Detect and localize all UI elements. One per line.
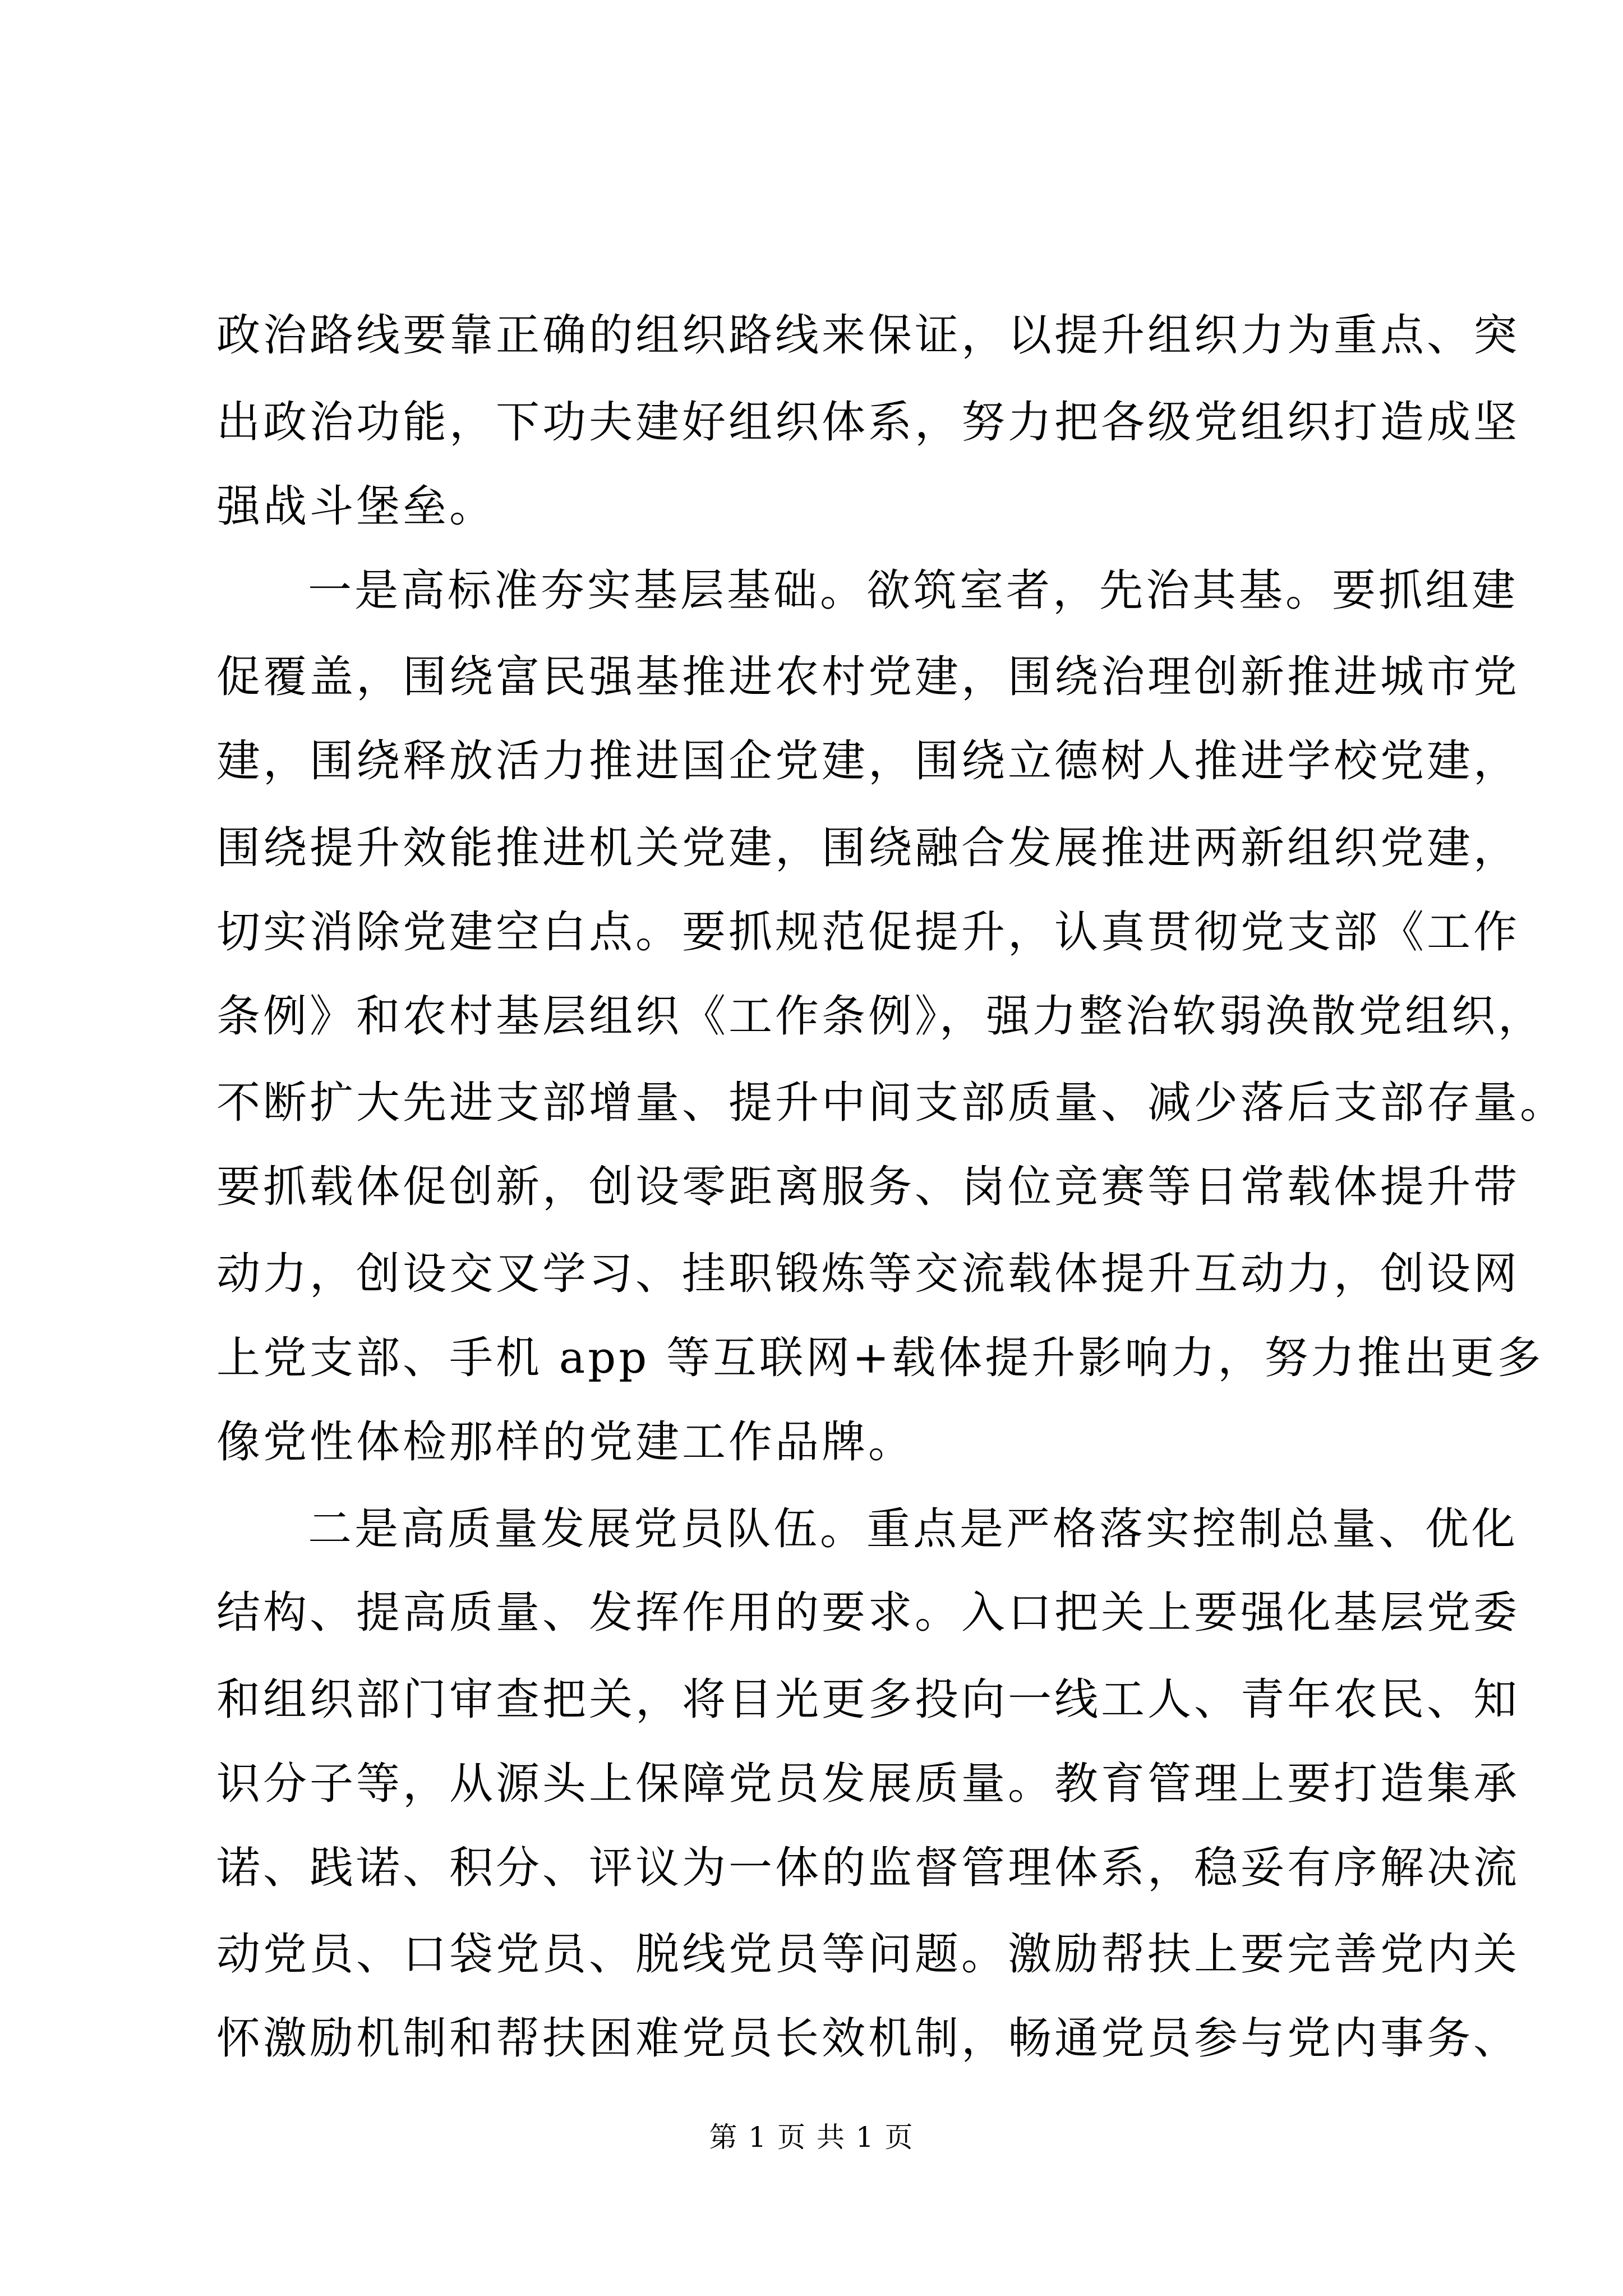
text-line: 不断扩大先进支部增量、提升中间支部质量、减少落后支部存量。 <box>216 1078 1567 1128</box>
text-line: 政治路线要靠正确的组织路线来保证，以提升组织力为重点、突 <box>216 310 1520 361</box>
text-line: 像党性体检那样的党建工作品牌。 <box>216 1417 915 1467</box>
text-line: 围绕提升效能推进机关党建，围绕融合发展推进两新组织党建， <box>216 823 1520 873</box>
text-line: 强战斗堡垒。 <box>216 481 496 532</box>
text-line: 结构、提高质量、发挥作用的要求。入口把关上要强化基层党委 <box>216 1588 1520 1638</box>
text-line: 一是高标准夯实基层基础。欲筑室者，先治其基。要抓组建 <box>308 565 1519 616</box>
page-number: 第 1 页 共 1 页 <box>709 2121 914 2154</box>
text-line: 动力，创设交叉学习、挂职锻炼等交流载体提升互动力，创设网 <box>216 1249 1520 1299</box>
text-line: 识分子等，从源头上保障党员发展质量。教育管理上要打造集承 <box>216 1759 1520 1809</box>
text-line: 怀激励机制和帮扶困难党员长效机制，畅通党员参与党内事务、 <box>216 2013 1520 2064</box>
text-line: 动党员、口袋党员、脱线党员等问题。激励帮扶上要完善党内关 <box>216 1929 1520 1980</box>
text-line: 诺、践诺、积分、评议为一体的监督管理体系，稳妥有序解决流 <box>216 1843 1520 1893</box>
text-line: 切实消除党建空白点。要抓规范促提升，认真贯彻党支部《工作 <box>216 907 1520 958</box>
text-line: 二是高质量发展党员队伍。重点是严格落实控制总量、优化 <box>308 1504 1519 1554</box>
text-line: 促覆盖，围绕富民强基推进农村党建，围绕治理创新推进城市党 <box>216 652 1520 702</box>
text-line: 出政治功能，下功夫建好组织体系，努力把各级党组织打造成坚 <box>216 397 1520 448</box>
page-footer <box>0 2118 1623 2157</box>
text-line: 建，围绕释放活力推进国企党建，围绕立德树人推进学校党建， <box>216 736 1520 786</box>
text-line: 上党支部、手机 app 等互联网+载体提升影响力，努力推出更多 <box>216 1333 1544 1383</box>
text-line: 和组织部门审查把关，将目光更多投向一线工人、青年农民、知 <box>216 1674 1520 1725</box>
text-line: 要抓载体促创新，创设零距离服务、岗位竞赛等日常载体提升带 <box>216 1162 1520 1212</box>
text-line: 条例》和农村基层组织《工作条例》，强力整治软弱涣散党组织， <box>216 991 1545 1042</box>
